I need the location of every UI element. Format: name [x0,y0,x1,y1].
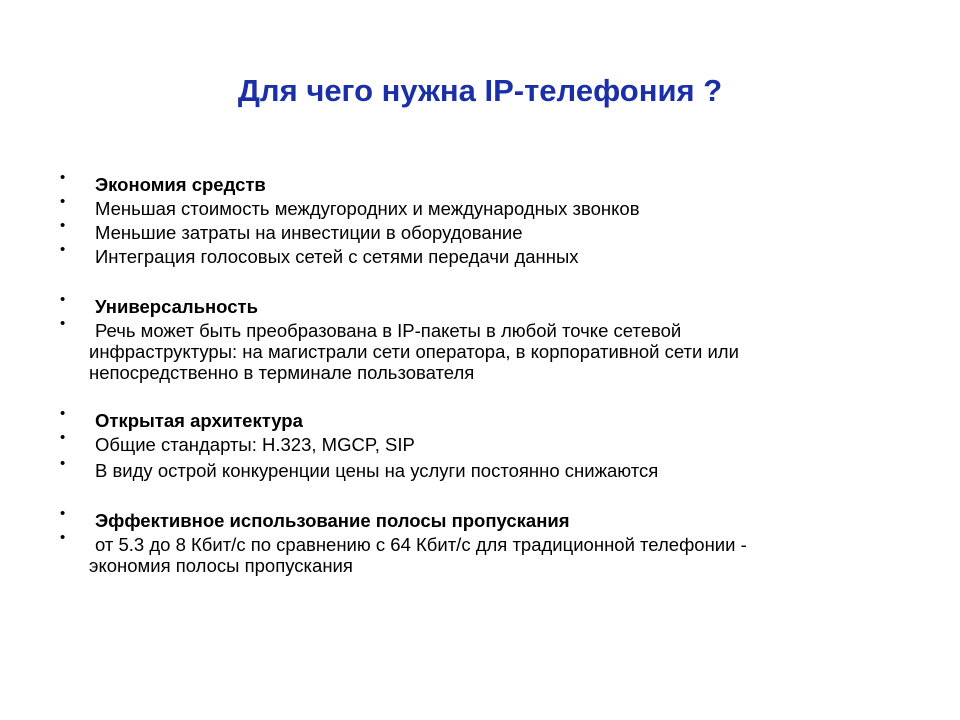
list-item-text-line-2: инфраструктуры: на магистрали сети оператора, в корпоративной сети или [89,341,739,362]
bullet-icon: • [60,169,66,186]
list-item-text-line-2: экономия полосы пропускания [89,555,353,576]
bullet-icon: • [60,315,66,332]
list-item-text: Меньшие затраты на инвестиции в оборудование [95,222,523,243]
list-item [60,241,880,267]
section-heading: Открытая архитектура [95,410,303,431]
bullet-icon: • [60,291,66,308]
list-item-heading-bandwidth [60,505,880,531]
bullet-icon: • [60,405,66,422]
list-item [60,529,880,576]
list-item [60,429,880,455]
list-item-text-line-3: непосредственно в терминале пользователя [89,362,475,383]
list-item-heading-open-architecture [60,405,880,431]
slide-title: Для чего нужна IP-телефония ? [237,73,723,108]
list-item [60,455,880,481]
bullet-icon: • [60,429,66,446]
list-item-text: Интеграция голосовых сетей с сетями передачи данных [95,246,579,267]
bullet-icon: • [60,241,66,258]
bullet-icon: • [60,217,66,234]
list-item-text: Меньшая стоимость междугородних и международных звонков [95,198,640,219]
list-item-text: Общие стандарты: H.323, MGCP, SIP [95,434,415,455]
list-item-text-line-1: от 5.3 до 8 Кбит/с по сравнению с 64 Кбит/с для традиционной телефонии - [95,534,747,555]
list-item-text-line-1: Речь может быть преобразована в IP-пакеты в любой точке сетевой [95,320,682,341]
list-item-heading-savings [60,169,880,195]
list-item [60,193,880,219]
list-item [60,217,880,243]
list-item [60,315,880,383]
list-item-text: В виду острой конкуренции цены на услуги постоянно снижаются [95,460,659,481]
section-heading: Эффективное использование полосы пропускания [95,510,570,531]
bullet-icon: • [60,529,66,546]
bullet-icon: • [60,505,66,522]
list-item-heading-universality [60,291,880,317]
section-heading: Универсальность [95,296,258,317]
bullet-icon: • [60,193,66,210]
section-heading: Экономия средств [95,174,266,195]
bullet-icon: • [60,455,66,472]
